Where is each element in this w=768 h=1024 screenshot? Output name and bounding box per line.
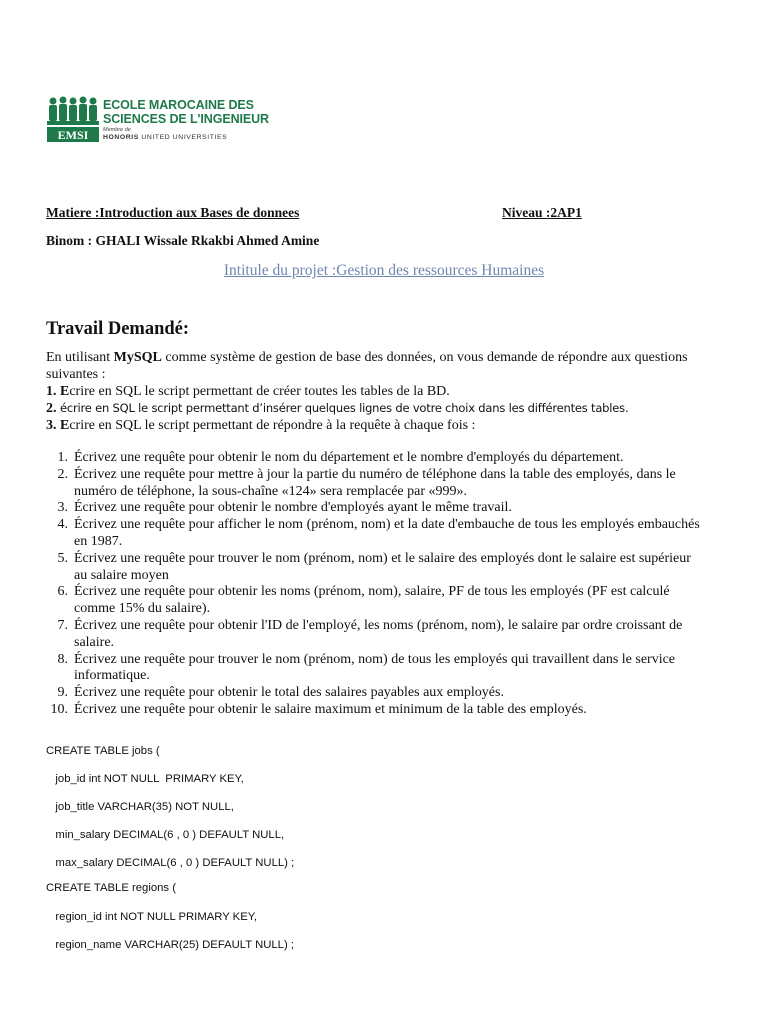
logo-school-name-line1: ECOLE MAROCAINE DES [103,98,254,112]
step-item: 1. Ecrire en SQL le script permettant de créer toutes les tables de la BD. [46,384,450,399]
list-item: 3. Écrivez une requête pour obtenir le nombre d'employés ayant le même travail. [57,500,512,516]
logo-network [103,134,227,141]
list-item: 2. Écrivez une requête pour mettre à jour la partie du numéro de téléphone dans la table des employés, dans le numéro de téléphone, la sous-chaîne «124» sera remplacée par «999». [57,466,676,499]
sql-line: region_id int NOT NULL PRIMARY KEY, [46,911,257,923]
list-item: 1. Écrivez une requête pour obtenir le nom du département et le nombre d'employés du département. [57,450,624,465]
intro-block [46,349,726,434]
logo-network-bold: HONORIS [103,134,139,141]
level-label: Niveau :2AP1 [502,205,582,220]
project-title: Intitule du projet :Gestion des ressources Humaines [223,262,545,279]
sql-line: job_title VARCHAR(35) NOT NULL, [46,801,234,813]
sql-line: job_id int NOT NULL PRIMARY KEY, [46,773,244,785]
step-item: 3. Ecrire en SQL le script permettant de répondre à la requête à chaque fois : [46,418,476,433]
school-logo [46,96,269,146]
intro-emphasis: MySQL [113,350,162,365]
logo-network-rest: UNITED UNIVERSITIES [138,134,228,141]
list-item: 4. Écrivez une requête pour afficher le nom (prénom, nom) et la date d'embauche de tous les employés embauchés en 1987. [57,517,700,549]
sql-line: CREATE TABLE regions ( [46,882,176,894]
list-item: 8. Écrivez une requête pour trouver le nom (prénom, nom) de tous les employés qui travaillent dans le service informatique. [57,651,676,684]
subject-label: Matiere :Introduction aux Bases de donnees [46,205,300,220]
intro-paragraph: En utilisant MySQL comme système de gestion de base des données, on vous demande de répondre aux questions suivantes : [46,350,688,382]
logo-abbrev: EMSI [57,128,89,142]
list-item: 7. Écrivez une requête pour obtenir l'ID de l'employé, les noms (prénom, nom), le salaire par ordre croissant de salaire. [57,617,683,650]
sql-line: min_salary DECIMAL(6 , 0 ) DEFAULT NULL, [46,829,285,841]
section-heading: Travail Demandé: [46,319,190,339]
list-item: 5. Écrivez une requête pour trouver le nom (prénom, nom) et le salaire des employés dont le salaire est supérieur au salaire moyen [57,550,691,583]
step-item: 2. écrire en SQL le script permettant d’insérer quelques lignes de votre choix dans les différentes tables. [46,401,629,416]
emsi-emblem-icon [46,96,100,146]
list-item: 9. Écrivez une requête pour obtenir le total des salaires payables aux employés. [57,685,504,701]
list-item: 10. Écrivez une requête pour obtenir le salaire maximum et minimum de la table des employés. [50,701,587,717]
list-item: 6. Écrivez une requête pour obtenir les noms (prénom, nom), salaire, PF de tous les employés (PF est calculé comme 15% du salaire). [57,584,670,617]
sql-line: CREATE TABLE jobs ( [46,745,160,757]
logo-member-of: Membre de [103,127,131,133]
logo-school-name-line2: SCIENCES DE L'INGENIEUR [103,112,269,126]
sql-line: region_name VARCHAR(25) DEFAULT NULL) ; [46,939,294,951]
sql-line: max_salary DECIMAL(6 , 0 ) DEFAULT NULL) ; [46,857,295,869]
pair-label: Binom : GHALI Wissale Rkakbi Ahmed Amine [46,233,320,248]
questions-list [46,450,706,719]
